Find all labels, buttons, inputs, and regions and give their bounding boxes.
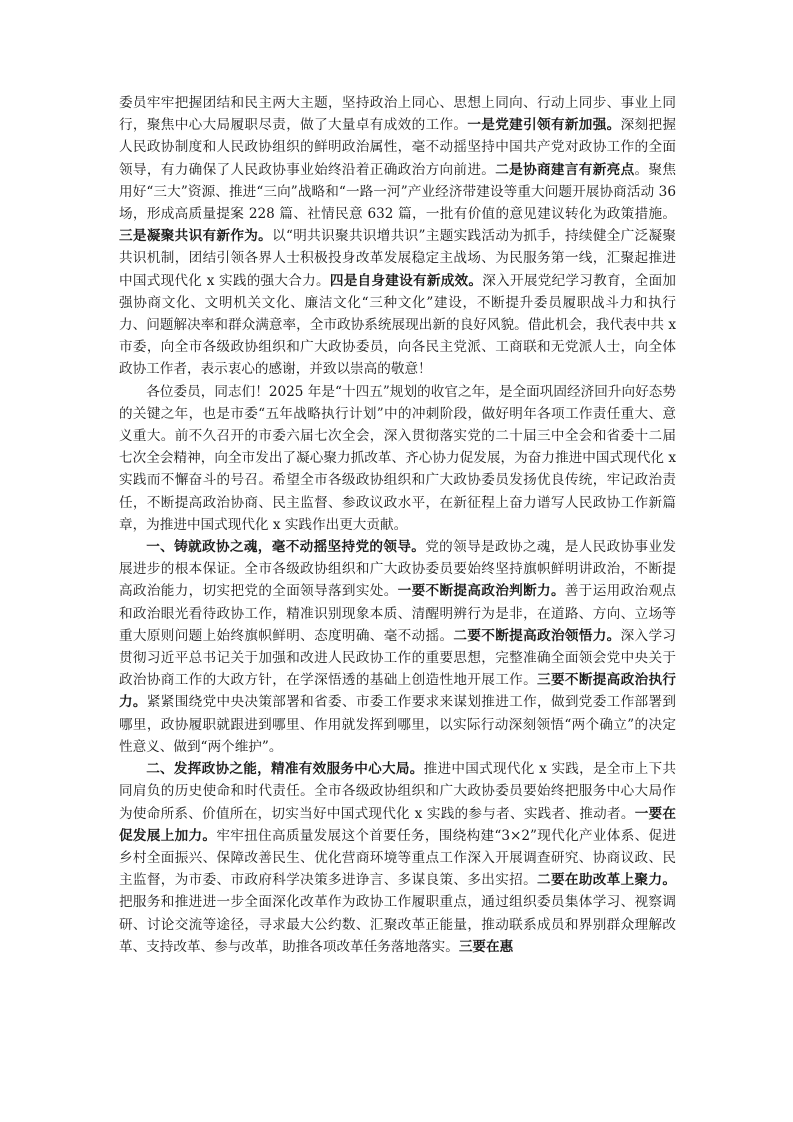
body-text-run: 各位委员，同志们！2025 年是“十四五”规划的收官之年，是全面巩固经济回升向好态势的关键之年，也是市委“五年战略执行计划”中的冲刺阶段，做好明年各项工作责任重大、意义重大。前不久召开的市委六届七次全会，深入贯彻落实党的二十届三中全会和省委十二届七次全会精神，向全市发出了凝心聚力抓改革、齐心协力促发展，为奋力推进中国式现代化 x 实践而不懈奋斗的号召。希望全市各级政协组织和广大政协委员发扬优良传统，牢记政治责任，不断提高政治协商、民主监督、参政议政水平，在新征程上奋力谱写人民政协工作新篇章，为推进中国式现代化 x 实践作出更大贡献。 (119, 383, 676, 533)
bold-heading-run: 一要不断提高政治判断力。 (397, 583, 565, 600)
bold-heading-run: 二要不断提高政治领悟力。 (453, 627, 621, 644)
bold-heading-run: 三要在惠 (458, 938, 514, 955)
bold-heading-run: 三是凝聚共识有新作为。 (119, 228, 273, 245)
bold-heading-run: 四是自身建设有新成效。 (329, 272, 483, 289)
body-text-run: 推进中国式现代化 x 实践，是全市上下共同肩负的历史使命和时代责任。全市各级政协组织和广大政协委员要始终把服务中心大局作为使命所系、价值所在，切实当好中国式现代化 x 实践的参与者、实践者、推动者。 (119, 761, 676, 822)
bold-heading-run: 二是协商建言有新亮点 (495, 161, 635, 178)
bold-heading-run: 二、发挥政协之能，精准有效服务中心大局。 (146, 761, 424, 778)
body-text-run: 深刻把握人民政协制度和人民政协组织的鲜明政治属性，毫不动摇坚持中国共产党对政协工作的全面领导，有力确保了人民政协事业始终沿着正确政治方向前进。 (119, 117, 677, 178)
body-text-run: 深入开展党纪学习教育，全面加强协商文化、文明机关文化、廉洁文化“三种文化”建设，不断提升委员履职战斗力和执行力、问题解决率和群众满意率，全市政协系统展现出新的良好风貌。借此机会，我代表中共 x 市委，向全市各级政协组织和广大政协委员，向各民主党派、工商联和无党派人士，向全体政协工作者，表示衷心的感谢，并致以崇高的敬意！ (119, 272, 677, 378)
bold-heading-run: 一是党建引领有新加强。 (467, 117, 621, 134)
body-text-run: 牢牢扭住高质量发展这个首要任务，围绕构建“3×2”现代化产业体系、促进乡村全面振兴、保障改善民生、优化营商环境等重点工作深入开展调查研究、协商议政、民主监督，为市委、市政府科学决策多进诤言、多谋良策、多出实招。 (119, 827, 676, 889)
bold-heading-run: 二要在助改革上聚力。 (537, 872, 677, 889)
paragraph-section-one-party-leadership (119, 536, 676, 758)
body-text-run: 。聚焦用好“三大”资源、推进“三向”战略和“一路一河”产业经济带建设等重大问题开展协商活动 36 场，形成高质量提案 228 篇、社情民意 632 篇，一批有价值的意见建议转化为政策措施。 (119, 161, 677, 223)
document-page (119, 92, 676, 958)
paragraph-address-2025 (119, 381, 676, 536)
bold-heading-run: 三要不断提高政治执行力。 (119, 672, 677, 711)
body-text-run: 党的领导是政协之魂，是人民政协事业发展进步的根本保证。全市各级政协组织和广大政协委员要始终坚持旗帜鲜明讲政治，不断提高政治能力，切实把党的全面领导落到实处。 (119, 539, 677, 600)
paragraph-intro-work-summary (119, 92, 676, 381)
body-text-run: 委员牢牢把握团结和民主两大主题，坚持政治上同心、思想上同向、行动上同步、事业上同行，聚焦中心大局履职尽责，做了大量卓有成效的工作。 (119, 95, 676, 134)
body-text-run: 紧紧围绕党中央决策部署和省委、市委工作要求来谋划推进工作，做到党委工作部署到哪里，政协履职就跟进到哪里、作用就发挥到哪里，以实际行动深刻领悟“两个确立”的决定性意义、做到“两个维护”。 (119, 694, 677, 755)
body-text-run: 深入学习贯彻习近平总书记关于加强和改进人民政协工作的重要思想，完整准确全面领会党中央关于政治协商工作的大政方针，在学深悟透的基础上创造性地开展工作。 (119, 627, 677, 689)
body-text-run: 善于运用政治观点和政治眼光看待政协工作，精准识别现象本质、清醒明辨行为是非，在道路、方向、立场等重大原则问题上始终旗帜鲜明、态度明确、毫不动摇。 (119, 583, 677, 644)
bold-heading-run: 一、铸就政协之魂，毫不动摇坚持党的领导。 (146, 539, 426, 556)
body-text-run: 以“明共识聚共识增共识”主题实践活动为抓手，持续健全广泛凝聚共识机制，团结引领各界人士积极投身改革发展稳定主战场、为民服务第一线，汇聚起推进中国式现代化 x 实践的强大合力。 (119, 228, 676, 289)
bold-heading-run: 一要在促发展上加力。 (119, 805, 676, 844)
paragraph-section-two-serve-center (119, 758, 676, 958)
body-text-run: 把服务和推进进一步全面深化改革作为政协工作履职重点，通过组织委员集体学习、视察调研、讨论交流等途径，寻求最大公约数、汇聚改革正能量，推动联系成员和界别群众理解改革、支持改革、参与改革，助推各项改革任务落地落实。 (119, 894, 676, 955)
